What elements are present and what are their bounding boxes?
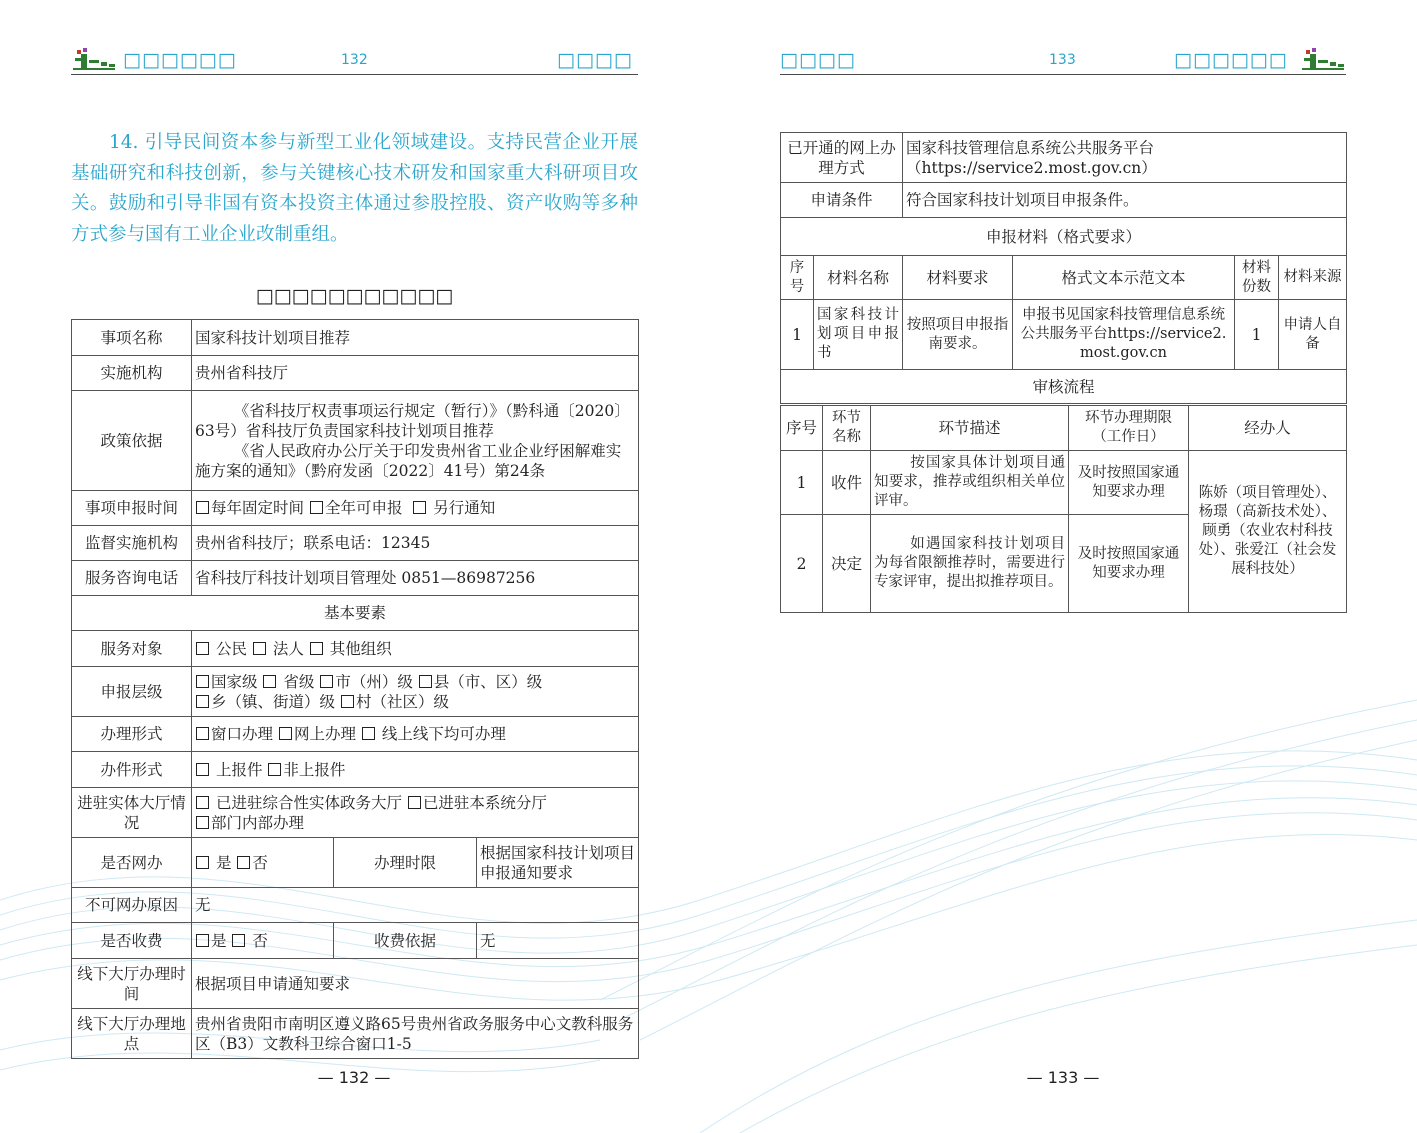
online-method-value <box>903 133 1347 183</box>
option-label: 国家级 <box>211 672 258 691</box>
step-limit: 及时按照国家通知要求办理 <box>1069 515 1189 613</box>
row-label: 是否收费 <box>72 923 192 959</box>
option-label: 其他组织 <box>329 639 392 658</box>
hall-address-value: 贵州省贵阳市南明区遵义路65号贵州省政务服务中心文教科服务区（B3）文教科卫综合窗口1-5 <box>192 1009 639 1059</box>
table-row <box>72 923 639 959</box>
checkbox[interactable] <box>263 675 276 688</box>
table-row <box>72 561 639 596</box>
column-header: 经办人 <box>1189 406 1347 451</box>
table-row <box>72 959 639 1009</box>
materials-table <box>780 132 1347 404</box>
table-title: □□□□□□□□□□□ <box>255 285 454 307</box>
row-label: 收费依据 <box>334 923 477 959</box>
policy-paragraph <box>71 128 638 250</box>
checkbox[interactable] <box>279 727 292 740</box>
row-label: 办理时限 <box>334 838 477 888</box>
step-no: 1 <box>781 451 823 515</box>
column-header: 序号 <box>781 406 823 451</box>
checkbox[interactable] <box>196 816 209 829</box>
header-section: □□□□ <box>557 49 633 71</box>
checkbox[interactable] <box>413 501 426 514</box>
table-row <box>781 218 1347 256</box>
material-count: 1 <box>1235 300 1279 370</box>
table-row <box>72 838 639 888</box>
pixel-flower-icon <box>1300 48 1346 72</box>
option-label: 网上办理 <box>293 725 356 743</box>
level-options <box>192 667 639 717</box>
policy-line-1: 《省科技厅权责事项运行规定（暂行）》（黔科通〔2020〕63号）省科技厅负责国家科技计划项目推荐 <box>195 401 630 440</box>
online-method-url[interactable]: （https://service2.most.gov.cn） <box>906 158 1157 177</box>
step-description: 如遇国家科技计划项目为每省限额推荐时，需要进行专家评审，提出拟推荐项目。 <box>871 515 1069 613</box>
table-row <box>72 596 639 631</box>
table-header-row <box>781 406 1347 451</box>
table-header-row <box>781 256 1347 300</box>
checkbox[interactable] <box>320 675 333 688</box>
checkbox[interactable] <box>196 856 209 869</box>
option-label: 已进驻综合性实体政务大厅 <box>215 793 402 812</box>
option-label: 部门内部办理 <box>211 813 305 832</box>
table-row <box>72 631 639 667</box>
checkbox[interactable] <box>232 934 245 947</box>
checkbox[interactable] <box>268 763 281 776</box>
column-header: 序号 <box>781 256 814 300</box>
row-label: 申报层级 <box>72 667 192 717</box>
option-label: 市（州）级 <box>335 672 413 691</box>
option-label: 乡（镇、街道）级 <box>211 692 336 711</box>
header-page-number: 132 <box>341 52 368 68</box>
step-description: 按国家具体计划项目通知要求，推荐或组织相关单位评审。 <box>871 451 1069 515</box>
column-header: 格式文本示范文本 <box>1013 256 1235 300</box>
supervision-value: 贵州省科技厅；联系电话：12345 <box>192 526 639 561</box>
checkbox[interactable] <box>310 501 323 514</box>
table-row <box>72 788 639 838</box>
column-header: 环节办理期限（工作日） <box>1069 406 1189 451</box>
checkbox[interactable] <box>196 695 209 708</box>
table-row <box>72 752 639 788</box>
left-header <box>71 44 638 75</box>
review-table <box>780 405 1347 613</box>
row-label: 服务对象 <box>72 631 192 667</box>
table-row <box>72 491 639 526</box>
column-header: 环节描述 <box>871 406 1069 451</box>
online-method-line-1: 国家科技管理信息系统公共服务平台 <box>906 138 1155 157</box>
row-label: 申请条件 <box>781 183 903 218</box>
header-title: □□□□□□ <box>1174 49 1288 71</box>
page-footer: — 132 — <box>317 1068 391 1087</box>
paragraph-index: 14. <box>109 132 139 153</box>
option-label: 全年可申报 <box>324 499 403 517</box>
checkbox[interactable] <box>341 695 354 708</box>
table-row <box>72 356 639 391</box>
agency-value: 贵州省科技厅 <box>192 356 639 391</box>
row-label: 线下大厅办理时间 <box>72 959 192 1009</box>
column-header: 材料份数 <box>1235 256 1279 300</box>
header-page-number: 133 <box>1049 52 1076 68</box>
step-name: 决定 <box>823 515 871 613</box>
checkbox[interactable] <box>196 501 209 514</box>
row-label: 监督实施机构 <box>72 526 192 561</box>
table-row <box>72 888 639 923</box>
option-label: 每年固定时间 <box>211 499 305 517</box>
row-label: 不可网办原因 <box>72 888 192 923</box>
option-label: 是 <box>215 853 232 872</box>
option-label: 线上线下均可办理 <box>381 725 506 743</box>
step-limit: 及时按照国家通知要求办理 <box>1069 451 1189 515</box>
checkbox[interactable] <box>196 642 209 655</box>
paragraph-text: 引导民间资本参与新型工业化领域建设。支持民营企业开展基础研究和科技创新，参与关键核心技术研发和国家重大科研项目攻关。鼓励和引导非国有资本投资主体通过参股控股、资产收购等多种方式参与国有工业企业改制重组。 <box>71 132 638 245</box>
option-label: 已进驻本系统分厅 <box>422 793 547 812</box>
option-label: 法人 <box>272 639 304 658</box>
column-header: 环节名称 <box>823 406 871 451</box>
policy-value <box>192 391 639 491</box>
row-label: 事项申报时间 <box>72 491 192 526</box>
checkbox[interactable] <box>237 856 250 869</box>
checkbox[interactable] <box>196 934 209 947</box>
row-label: 办理形式 <box>72 717 192 752</box>
option-label: 窗口办理 <box>211 725 274 743</box>
column-header: 材料来源 <box>1279 256 1347 300</box>
table-row <box>781 300 1347 370</box>
service-item-table <box>71 319 639 1059</box>
step-no: 2 <box>781 515 823 613</box>
hall-options <box>192 788 639 838</box>
table-row <box>72 391 639 491</box>
case-form-options <box>192 752 639 788</box>
checkbox[interactable] <box>196 675 209 688</box>
item-name-value: 国家科技计划项目推荐 <box>192 320 639 356</box>
policy-line-2: 《省人民政府办公厅关于印发贵州省工业企业纾困解难实施方案的通知》（黔府发函〔2022〕41号）第24条 <box>195 441 622 480</box>
checkbox[interactable] <box>196 796 209 809</box>
option-label: 是 <box>211 931 227 950</box>
checkbox[interactable] <box>362 727 375 740</box>
fee-basis-value: 无 <box>477 923 639 959</box>
checkbox[interactable] <box>310 642 323 655</box>
material-sample: 申报书见国家科技管理信息系统公共服务平台https://service2.most.gov.cn <box>1013 300 1235 370</box>
hall-time-value: 根据项目申请通知要求 <box>192 959 639 1009</box>
table-row <box>781 370 1347 404</box>
right-header <box>780 44 1346 75</box>
handler-value: 陈娇（项目管理处）、杨璟（高新技术处）、顾勇（农业农村科技处）、张爱江（社会发展科技处） <box>1189 451 1347 613</box>
handle-form-options <box>192 717 639 752</box>
page-footer: — 133 — <box>1026 1068 1100 1087</box>
table-row <box>781 451 1347 515</box>
option-label: 村（社区）级 <box>355 692 449 711</box>
checkbox[interactable] <box>196 727 209 740</box>
table-row <box>781 183 1347 218</box>
column-header: 材料名称 <box>814 256 903 300</box>
column-header: 材料要求 <box>903 256 1013 300</box>
table-row <box>72 1009 639 1059</box>
row-label: 进驻实体大厅情况 <box>72 788 192 838</box>
table-row <box>72 526 639 561</box>
header-title: □□□□□□ <box>123 49 237 71</box>
section-heading: 审核流程 <box>781 370 1347 404</box>
material-requirement: 按照项目申报指南要求。 <box>903 300 1013 370</box>
option-label: 否 <box>252 931 268 950</box>
checkbox[interactable] <box>253 642 266 655</box>
header-section: □□□□ <box>780 49 856 71</box>
time-limit-value: 根据国家科技计划项目申报通知要求 <box>477 838 639 888</box>
fee-options <box>192 923 334 959</box>
option-label: 上报件 <box>215 760 263 779</box>
consult-value: 省科技厅科技计划项目管理处 0851—86987256 <box>192 561 639 596</box>
option-label: 另行通知 <box>433 499 496 517</box>
apply-time-options <box>192 491 639 526</box>
table-row <box>781 133 1347 183</box>
option-label: 公民 <box>215 639 247 658</box>
material-no: 1 <box>781 300 814 370</box>
option-label: 非上报件 <box>283 760 346 779</box>
checkbox[interactable] <box>408 796 421 809</box>
table-row <box>72 320 639 356</box>
material-source: 申请人自备 <box>1279 300 1347 370</box>
checkbox[interactable] <box>196 763 209 776</box>
no-online-reason-value: 无 <box>192 888 639 923</box>
option-label: 县（市、区）级 <box>433 672 543 691</box>
condition-value: 符合国家科技计划项目申报条件。 <box>903 183 1347 218</box>
material-name: 国家科技计划项目申报书 <box>814 300 903 370</box>
row-label: 事项名称 <box>72 320 192 356</box>
pixel-flower-icon <box>71 48 117 72</box>
row-label: 办件形式 <box>72 752 192 788</box>
option-label: 否 <box>252 853 268 872</box>
option-label: 省级 <box>283 672 315 691</box>
row-label: 是否网办 <box>72 838 192 888</box>
row-label: 政策依据 <box>72 391 192 491</box>
row-label: 线下大厅办理地点 <box>72 1009 192 1059</box>
row-label: 已开通的网上办理方式 <box>781 133 903 183</box>
row-label: 实施机构 <box>72 356 192 391</box>
online-options <box>192 838 334 888</box>
table-row <box>72 717 639 752</box>
section-heading: 基本要素 <box>72 596 639 631</box>
service-target-options <box>192 631 639 667</box>
section-heading: 申报材料（格式要求） <box>781 218 1347 256</box>
step-name: 收件 <box>823 451 871 515</box>
checkbox[interactable] <box>419 675 432 688</box>
table-row <box>72 667 639 717</box>
row-label: 服务咨询电话 <box>72 561 192 596</box>
